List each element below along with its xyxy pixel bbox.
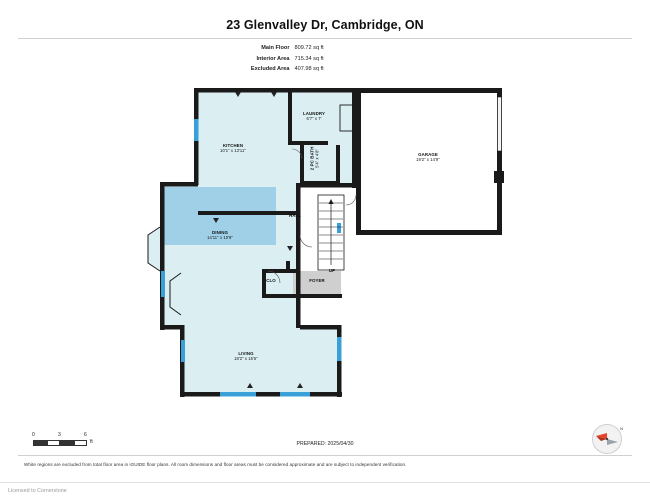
area-interior: 715.34 sq ft: [294, 55, 324, 62]
scale-tick-1: 3: [58, 432, 61, 438]
scale-tick-0: 0: [32, 432, 35, 438]
footer-divider: [18, 455, 632, 456]
license-text: Licensed to Cornerstone: [8, 488, 67, 494]
area-excluded-label: Excluded Area: [250, 66, 290, 72]
scale-tick-2: 6: [84, 432, 87, 438]
area-row: [0, 64, 650, 75]
header-divider: [18, 38, 632, 39]
stair-direction-label: UP: [328, 268, 336, 273]
area-row: [0, 43, 650, 54]
area-exterior: 809.72 sq ft: [294, 45, 324, 51]
room-label-dining: DINING 14'11" x 10'9": [207, 230, 233, 241]
floorplan-drawing: [0, 75, 650, 425]
compass-rose: [592, 424, 622, 454]
floor-label: Main Floor: [261, 45, 290, 51]
compass-needle-icon: [592, 424, 622, 454]
area-row: [0, 54, 650, 65]
license-divider: [0, 482, 650, 483]
area-excluded: 407.98 sq ft: [294, 66, 324, 72]
interior-fills: [293, 195, 344, 297]
compass-north-label: N: [620, 426, 623, 431]
area-interior-label: Interior Area: [256, 55, 290, 62]
page-title: 23 Glenvalley Dr, Cambridge, ON: [226, 18, 424, 32]
room-label-hall: HALL: [288, 213, 302, 218]
garage-shape: [356, 88, 504, 235]
room-label-laundry: LAUNDRY 6'7" x 7': [302, 111, 325, 122]
room-label-bath: 2 PC BATH 5'4" x 4'8": [309, 146, 320, 171]
disclaimer-text: White regions are excluded from total floor area in iGUIDE floor plans. All room dimensions and floor areas must be considered approximate and are subject to independent verification.: [24, 462, 407, 467]
prepared-date: PREPARED: 2025/04/30: [296, 441, 354, 447]
area-summary: [0, 43, 650, 75]
scale-unit: ft: [90, 439, 93, 445]
room-label-kitchen: KITCHEN 10'1" x 13'11": [220, 143, 246, 154]
room-label-closet: CLO: [266, 278, 276, 283]
room-label-garage: GARAGE 19'2" x 14'9": [416, 152, 440, 163]
room-label-living: LIVING 18'2" x 15'5": [234, 351, 258, 362]
room-label-foyer: FOYER: [309, 278, 325, 283]
